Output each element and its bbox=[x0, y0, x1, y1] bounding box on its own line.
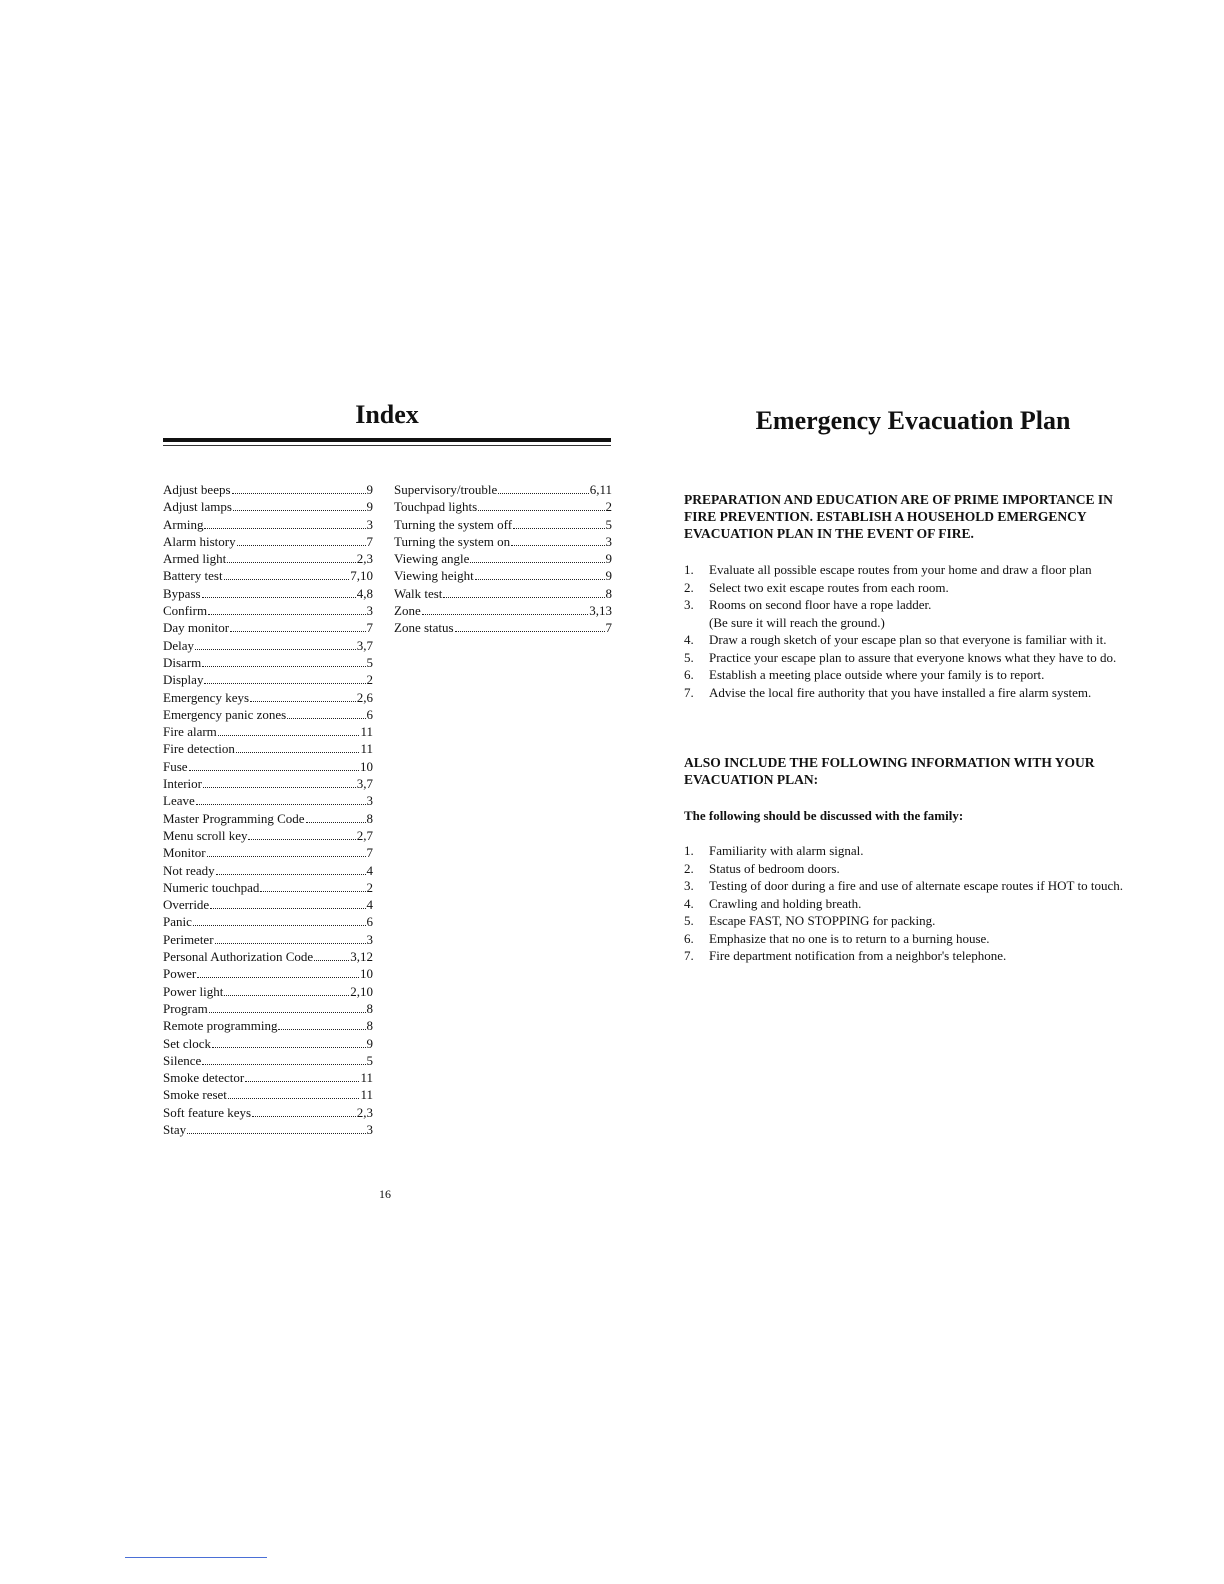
step-number: 4. bbox=[684, 632, 694, 647]
index-term: Supervisory/trouble bbox=[394, 482, 498, 497]
index-term: Fire alarm bbox=[163, 724, 217, 740]
step-text: Select two exit escape routes from each room. bbox=[709, 579, 949, 595]
plan-step bbox=[684, 631, 1144, 649]
step-note: (Be sure it will reach the ground.) bbox=[709, 614, 885, 630]
index-term: Alarm history bbox=[163, 533, 236, 549]
step-text: Status of bedroom doors. bbox=[709, 860, 840, 876]
dot-leader bbox=[230, 631, 365, 632]
index-title: Index bbox=[355, 400, 419, 429]
step-text-block bbox=[709, 596, 1144, 631]
index-entry bbox=[163, 896, 373, 913]
index-entry bbox=[394, 498, 612, 515]
index-page-ref: 10 bbox=[360, 758, 373, 774]
family-item bbox=[684, 895, 1144, 913]
dot-leader bbox=[227, 562, 356, 563]
dot-leader bbox=[197, 977, 359, 978]
dot-leader bbox=[287, 718, 365, 719]
index-entry bbox=[163, 862, 373, 879]
dot-leader bbox=[202, 597, 356, 598]
index-term: Fuse bbox=[163, 758, 188, 774]
index-term: Armed light bbox=[163, 551, 227, 567]
dot-leader bbox=[218, 735, 360, 736]
index-entry bbox=[394, 550, 612, 567]
index-entry bbox=[163, 1069, 373, 1086]
index-page-ref: 2,3 bbox=[356, 551, 373, 567]
plan-step bbox=[684, 666, 1144, 684]
index-entry bbox=[163, 879, 373, 896]
index-page-ref: 6 bbox=[366, 706, 373, 722]
index-entry bbox=[163, 810, 373, 827]
index-entry bbox=[163, 740, 373, 757]
index-page-ref: 4 bbox=[366, 862, 373, 878]
dot-leader bbox=[306, 822, 366, 823]
index-title-rule-thick bbox=[163, 438, 611, 442]
index-page-ref: 3,13 bbox=[589, 603, 612, 619]
index-entry bbox=[163, 619, 373, 636]
index-entry bbox=[163, 654, 373, 671]
step-text: Evaluate all possible escape routes from your home and draw a floor plan bbox=[709, 562, 1092, 577]
index-entry bbox=[394, 516, 612, 533]
dot-leader bbox=[187, 1133, 365, 1134]
index-entry bbox=[163, 1104, 373, 1121]
index-entry bbox=[163, 775, 373, 792]
index-term: Not ready bbox=[163, 862, 215, 878]
dot-leader bbox=[278, 1029, 365, 1030]
index-entry bbox=[163, 758, 373, 775]
step-number: 1. bbox=[684, 562, 694, 577]
dot-leader bbox=[252, 1116, 356, 1117]
index-term: Power bbox=[163, 966, 197, 982]
family-item bbox=[684, 912, 1144, 930]
index-page-ref: 3 bbox=[366, 931, 373, 947]
index-page-ref: 7 bbox=[366, 533, 373, 549]
dot-leader bbox=[195, 649, 356, 650]
index-term: Disarm bbox=[163, 654, 202, 670]
family-item bbox=[684, 930, 1144, 948]
index-term: Panic bbox=[163, 914, 192, 930]
dot-leader bbox=[478, 510, 604, 511]
index-page-ref: 2,3 bbox=[356, 1104, 373, 1120]
index-term: Touchpad lights bbox=[394, 499, 478, 515]
index-page-ref: 2,10 bbox=[350, 983, 373, 999]
step-text-block bbox=[709, 912, 1144, 930]
index-term: Emergency panic zones bbox=[163, 706, 287, 722]
step-text: Advise the local fire authority that you have installed a fire alarm system. bbox=[709, 684, 1092, 700]
index-page-ref: 7 bbox=[366, 845, 373, 861]
index-column-2 bbox=[394, 481, 612, 637]
dot-leader bbox=[443, 597, 604, 598]
index-term: Bypass bbox=[163, 585, 201, 601]
index-term: Day monitor bbox=[163, 620, 230, 636]
dot-leader bbox=[196, 804, 366, 805]
index-entry bbox=[163, 913, 373, 930]
step-number: 2. bbox=[684, 860, 694, 876]
step-text-block bbox=[709, 947, 1144, 965]
index-page-ref: 7 bbox=[366, 620, 373, 636]
dot-leader bbox=[209, 1012, 366, 1013]
index-term: Stay bbox=[163, 1121, 187, 1137]
index-term: Menu scroll key bbox=[163, 827, 248, 843]
step-text-block bbox=[709, 930, 1144, 948]
index-entry bbox=[163, 602, 373, 619]
index-entry bbox=[163, 948, 373, 965]
dot-leader bbox=[232, 493, 366, 494]
index-page-ref: 3 bbox=[366, 793, 373, 809]
index-page-ref: 11 bbox=[360, 1070, 373, 1086]
index-term: Turning the system off bbox=[394, 516, 513, 532]
index-term: Power light bbox=[163, 983, 224, 999]
plan-step bbox=[684, 579, 1144, 597]
family-item bbox=[684, 877, 1144, 895]
index-page-ref: 7 bbox=[605, 620, 612, 636]
index-page-ref: 7,10 bbox=[350, 568, 373, 584]
step-text-block bbox=[709, 684, 1144, 702]
dot-leader bbox=[475, 579, 605, 580]
step-number: 6. bbox=[684, 930, 694, 946]
index-entry bbox=[163, 983, 373, 1000]
index-page-ref: 11 bbox=[360, 1087, 373, 1103]
index-entry bbox=[394, 481, 612, 498]
index-page-ref: 2 bbox=[366, 879, 373, 895]
index-entry bbox=[394, 533, 612, 550]
index-page-ref: 8 bbox=[366, 810, 373, 826]
index-term: Fire detection bbox=[163, 741, 235, 757]
step-text-block bbox=[709, 579, 1144, 597]
index-page-ref: 11 bbox=[360, 724, 373, 740]
index-term: Soft feature keys bbox=[163, 1104, 252, 1120]
dot-leader bbox=[208, 614, 365, 615]
dot-leader bbox=[237, 545, 366, 546]
index-term: Zone status bbox=[394, 620, 454, 636]
index-page-ref: 2 bbox=[605, 499, 612, 515]
index-term: Monitor bbox=[163, 845, 206, 861]
dot-leader bbox=[455, 631, 605, 632]
index-term: Override bbox=[163, 897, 210, 913]
index-entry bbox=[163, 965, 373, 982]
index-page-ref: 2 bbox=[366, 672, 373, 688]
dot-leader bbox=[470, 562, 604, 563]
step-number: 1. bbox=[684, 843, 694, 858]
index-term: Program bbox=[163, 1000, 208, 1016]
index-term: Viewing angle bbox=[394, 551, 470, 567]
index-page-ref: 3,7 bbox=[356, 637, 373, 653]
index-page-ref: 9 bbox=[605, 568, 612, 584]
index-page-ref: 3 bbox=[605, 533, 612, 549]
index-term: Personal Authorization Code bbox=[163, 949, 314, 965]
family-item bbox=[684, 842, 1144, 860]
index-term: Leave bbox=[163, 793, 195, 809]
index-term: Display bbox=[163, 672, 204, 688]
index-page-ref: 2,7 bbox=[356, 827, 373, 843]
index-entry bbox=[163, 1000, 373, 1017]
step-text: Fire department notification from a neighbor's telephone. bbox=[709, 948, 1007, 963]
dot-leader bbox=[202, 666, 365, 667]
index-term: Zone bbox=[394, 603, 421, 619]
plan-title: Emergency Evacuation Plan bbox=[755, 406, 1071, 435]
index-term: Smoke detector bbox=[163, 1070, 245, 1086]
index-entry bbox=[163, 827, 373, 844]
index-entry bbox=[163, 533, 373, 550]
dot-leader bbox=[189, 770, 359, 771]
dot-leader bbox=[224, 579, 350, 580]
index-page-ref: 3,12 bbox=[350, 949, 373, 965]
step-text: Crawling and holding breath. bbox=[709, 895, 862, 911]
step-text-block bbox=[709, 666, 1144, 684]
plan-step bbox=[684, 684, 1144, 702]
step-text-block bbox=[709, 842, 1144, 860]
index-entry bbox=[163, 567, 373, 584]
index-term: Master Programming Code bbox=[163, 810, 305, 826]
index-page-ref: 6,11 bbox=[589, 482, 612, 497]
index-term: Smoke reset bbox=[163, 1087, 227, 1103]
also-include-heading: ALSO INCLUDE THE FOLLOWING INFORMATION WITH YOUR EVACUATION PLAN: bbox=[684, 755, 1095, 787]
index-term: Remote programming bbox=[163, 1018, 278, 1034]
step-text: Testing of door during a fire and use of alternate escape routes if HOT to touch. bbox=[709, 878, 1123, 893]
plan-step bbox=[684, 561, 1144, 579]
index-entry bbox=[163, 706, 373, 723]
step-text-block bbox=[709, 860, 1144, 878]
index-page-ref: 6 bbox=[366, 914, 373, 930]
index-page-ref: 5 bbox=[605, 516, 612, 532]
index-entry bbox=[163, 498, 373, 515]
index-page-ref: 9 bbox=[366, 499, 373, 515]
index-entry bbox=[163, 671, 373, 688]
index-term: Emergency keys bbox=[163, 689, 250, 705]
family-item bbox=[684, 947, 1144, 965]
family-discussion-heading: The following should be discussed with the family: bbox=[684, 808, 964, 823]
index-entry bbox=[163, 1121, 373, 1138]
index-page-ref: 3,7 bbox=[356, 776, 373, 792]
index-term: Interior bbox=[163, 776, 202, 792]
step-text: Draw a rough sketch of your escape plan so that everyone is familiar with it. bbox=[709, 632, 1107, 647]
step-number: 7. bbox=[684, 684, 694, 700]
step-number: 2. bbox=[684, 579, 694, 595]
index-page-ref: 9 bbox=[366, 1035, 373, 1051]
dot-leader bbox=[233, 510, 366, 511]
family-items-list bbox=[684, 842, 1144, 965]
dot-leader bbox=[224, 995, 349, 996]
family-item bbox=[684, 860, 1144, 878]
index-page-ref: 9 bbox=[366, 482, 373, 497]
plan-intro-heading: PREPARATION AND EDUCATION ARE OF PRIME IMPORTANCE IN FIRE PREVENTION. ESTABLISH A HOUSEHOLD EMERGENCY EVACUATION PLAN IN THE EVENT OF FIRE. bbox=[684, 492, 1113, 541]
dot-leader bbox=[422, 614, 589, 615]
dot-leader bbox=[207, 856, 366, 857]
index-entry bbox=[163, 516, 373, 533]
index-page-ref: 5 bbox=[366, 654, 373, 670]
index-entry bbox=[163, 585, 373, 602]
index-entry bbox=[394, 619, 612, 636]
plan-step bbox=[684, 596, 1144, 631]
dot-leader bbox=[202, 1064, 365, 1065]
dot-leader bbox=[236, 752, 360, 753]
step-text: Establish a meeting place outside where your family is to report. bbox=[709, 667, 1045, 682]
dot-leader bbox=[193, 925, 366, 926]
index-entry bbox=[163, 637, 373, 654]
index-term: Confirm bbox=[163, 603, 208, 619]
step-number: 5. bbox=[684, 913, 694, 928]
index-page-ref: 5 bbox=[366, 1052, 373, 1068]
index-term: Viewing height bbox=[394, 568, 474, 584]
index-entry bbox=[163, 931, 373, 948]
dot-leader bbox=[216, 874, 366, 875]
step-number: 6. bbox=[684, 667, 694, 682]
index-entry bbox=[163, 1052, 373, 1069]
plan-step bbox=[684, 649, 1144, 667]
step-text-block bbox=[709, 561, 1144, 579]
dot-leader bbox=[228, 1098, 360, 1099]
index-term: Walk test bbox=[394, 585, 443, 601]
dot-leader bbox=[511, 545, 604, 546]
index-page-ref: 4,8 bbox=[356, 585, 373, 601]
step-text-block bbox=[709, 895, 1144, 913]
index-entry bbox=[394, 585, 612, 602]
dot-leader bbox=[314, 960, 349, 961]
dot-leader bbox=[250, 701, 356, 702]
index-term: Silence bbox=[163, 1052, 202, 1068]
index-page-ref: 8 bbox=[605, 585, 612, 601]
dot-leader bbox=[245, 1081, 359, 1082]
step-text: Emphasize that no one is to return to a burning house. bbox=[709, 930, 990, 946]
index-entry bbox=[163, 792, 373, 809]
dot-leader bbox=[513, 528, 604, 529]
step-text-block bbox=[709, 631, 1144, 649]
footer-rule bbox=[125, 1557, 267, 1558]
step-text: Practice your escape plan to assure that everyone knows what they have to do. bbox=[709, 649, 1117, 665]
index-term: Numeric touchpad bbox=[163, 879, 260, 895]
plan-steps-list bbox=[684, 561, 1144, 701]
dot-leader bbox=[215, 943, 366, 944]
step-text: Rooms on second floor have a rope ladder. bbox=[709, 597, 932, 612]
index-term: Delay bbox=[163, 637, 195, 653]
index-term: Battery test bbox=[163, 568, 223, 584]
dot-leader bbox=[212, 1047, 365, 1048]
index-entry bbox=[163, 481, 373, 498]
dot-leader bbox=[498, 493, 588, 494]
step-number: 5. bbox=[684, 649, 694, 665]
dot-leader bbox=[203, 787, 356, 788]
index-term: Set clock bbox=[163, 1035, 212, 1051]
index-entry bbox=[394, 602, 612, 619]
index-page-ref: 8 bbox=[366, 1018, 373, 1034]
index-page-ref: 11 bbox=[360, 741, 373, 757]
step-number: 4. bbox=[684, 895, 694, 911]
index-entry bbox=[163, 723, 373, 740]
index-page-ref: 3 bbox=[366, 516, 373, 532]
dot-leader bbox=[204, 528, 365, 529]
index-entry bbox=[394, 567, 612, 584]
dot-leader bbox=[210, 908, 365, 909]
index-column-1 bbox=[163, 481, 373, 1138]
step-text-block bbox=[709, 649, 1144, 667]
step-text: Familiarity with alarm signal. bbox=[709, 843, 864, 858]
index-page-ref: 2,6 bbox=[356, 689, 373, 705]
step-text: Escape FAST, NO STOPPING for packing. bbox=[709, 913, 936, 928]
index-page-ref: 10 bbox=[360, 966, 373, 982]
index-page-ref: 4 bbox=[366, 897, 373, 913]
step-number: 3. bbox=[684, 878, 694, 893]
index-page-ref: 8 bbox=[366, 1000, 373, 1016]
step-number: 7. bbox=[684, 948, 694, 963]
index-entry bbox=[163, 1017, 373, 1034]
index-title-rule-thin bbox=[163, 445, 611, 446]
index-entry bbox=[163, 1035, 373, 1052]
index-term: Adjust beeps bbox=[163, 482, 231, 497]
index-term: Turning the system on bbox=[394, 533, 511, 549]
index-entry bbox=[163, 689, 373, 706]
index-term: Adjust lamps bbox=[163, 499, 232, 515]
dot-leader bbox=[248, 839, 355, 840]
index-term: Arming bbox=[163, 516, 204, 532]
step-text-block bbox=[709, 877, 1144, 895]
page-number: 16 bbox=[379, 1187, 391, 1201]
index-entry bbox=[163, 1086, 373, 1103]
index-entry bbox=[163, 550, 373, 567]
step-number: 3. bbox=[684, 597, 694, 612]
index-entry bbox=[163, 844, 373, 861]
dot-leader bbox=[204, 683, 365, 684]
index-page-ref: 3 bbox=[366, 1121, 373, 1137]
index-page-ref: 9 bbox=[605, 551, 612, 567]
index-page-ref: 3 bbox=[366, 603, 373, 619]
dot-leader bbox=[260, 891, 365, 892]
index-term: Perimeter bbox=[163, 931, 214, 947]
